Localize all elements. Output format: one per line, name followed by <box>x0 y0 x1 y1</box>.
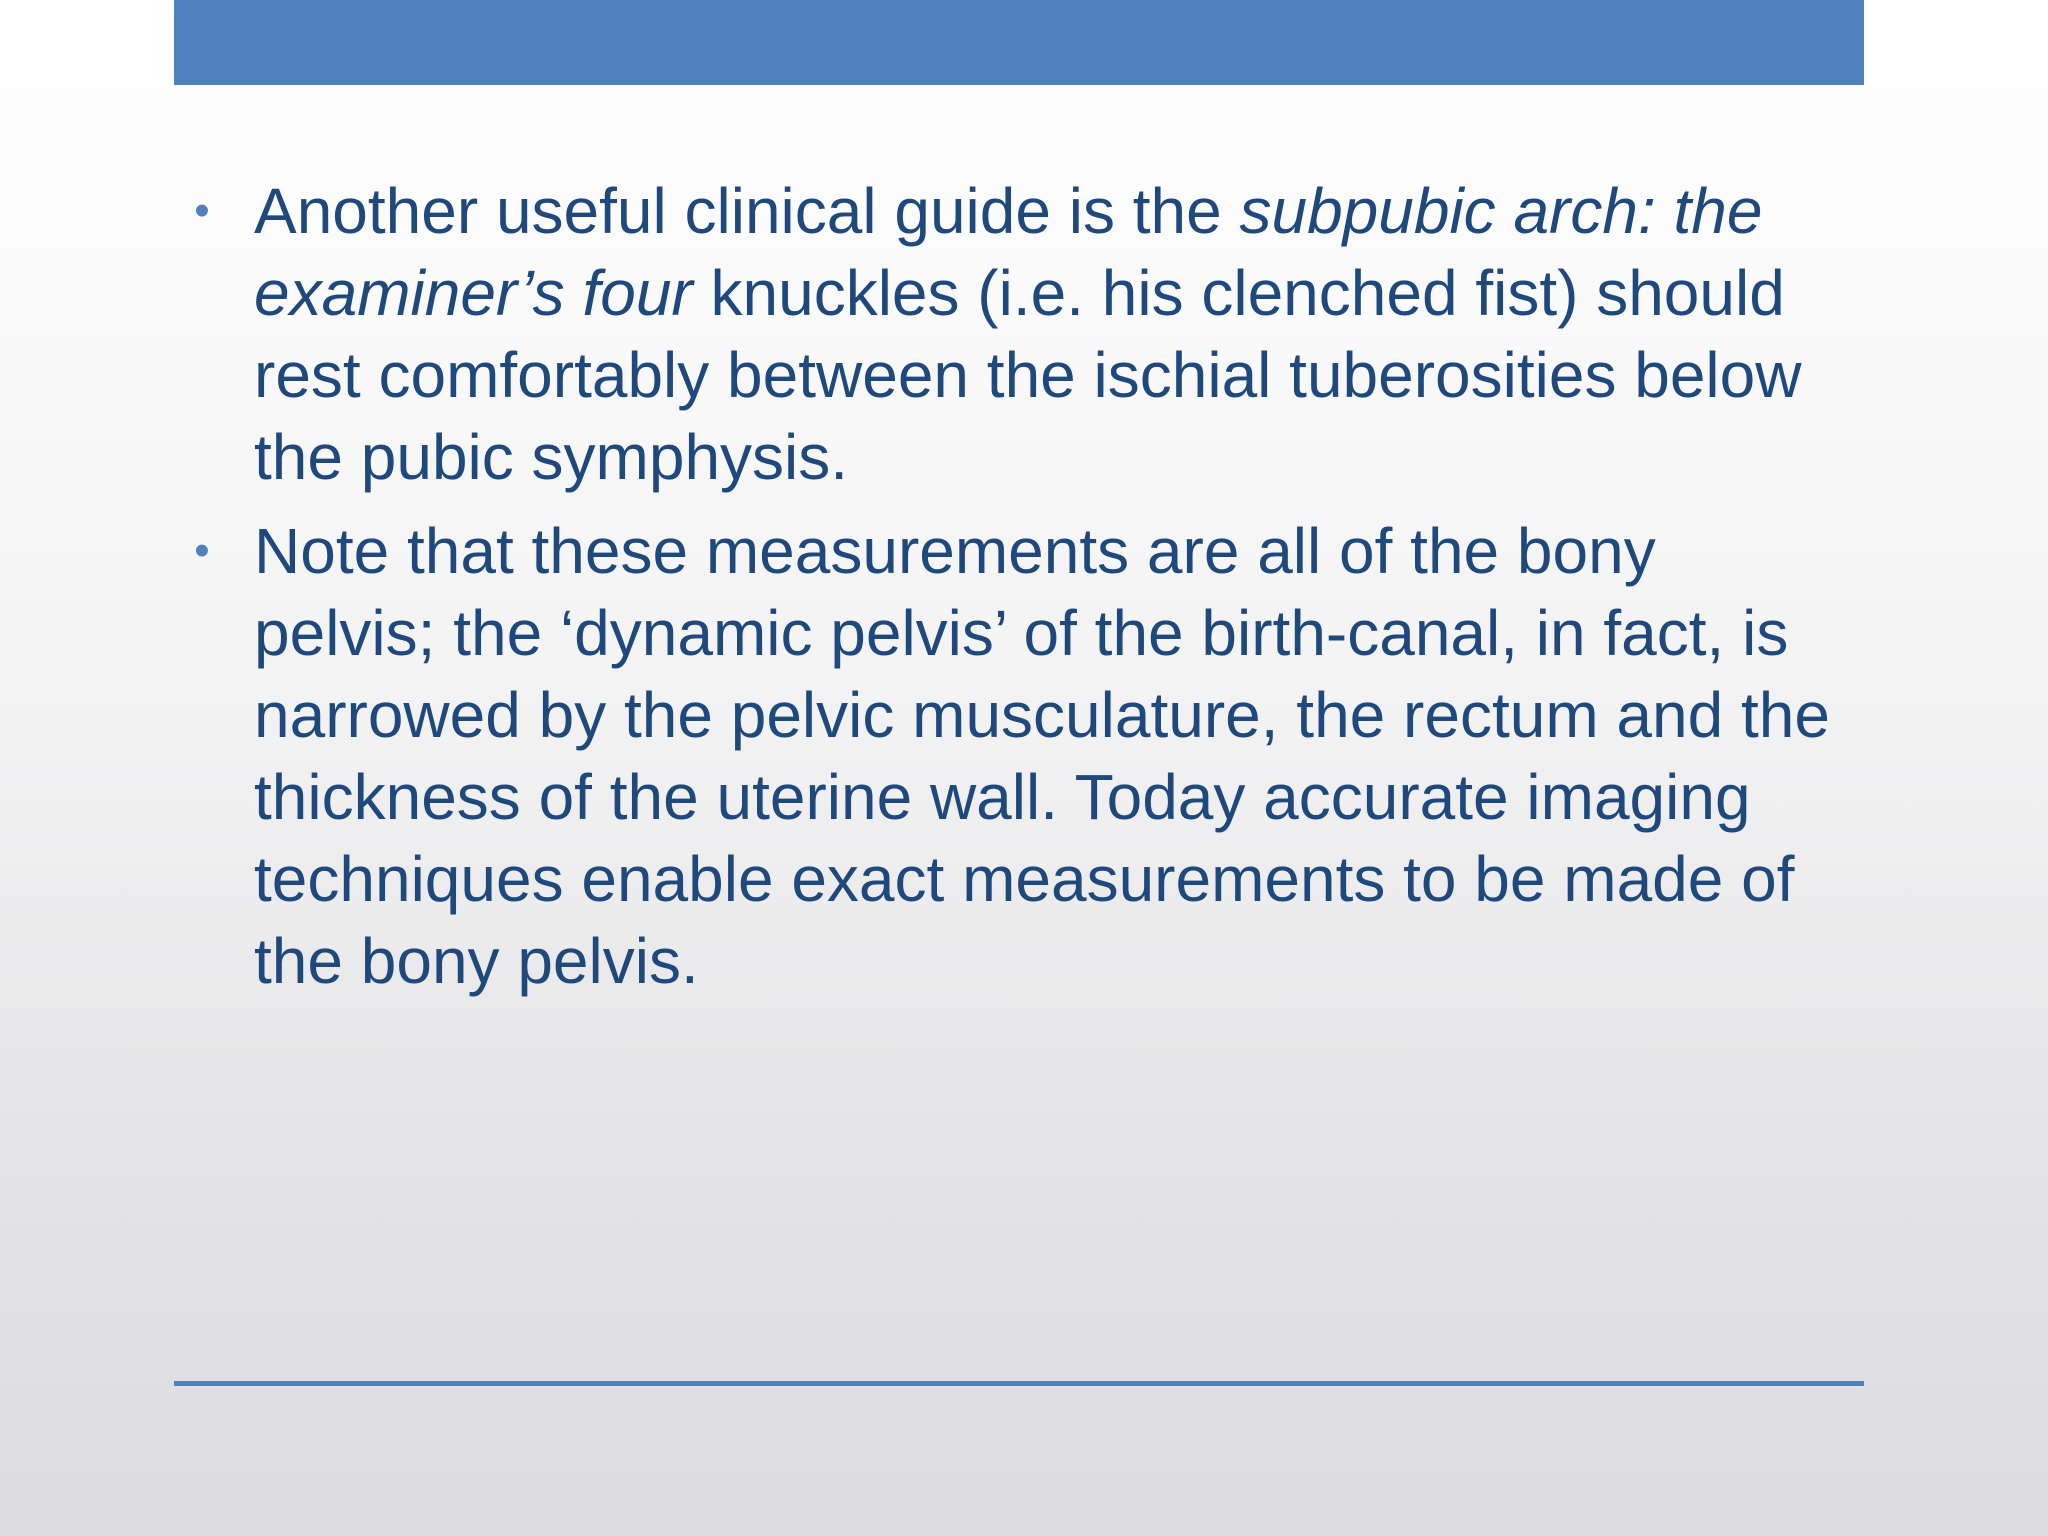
bullet-item <box>190 510 1850 1002</box>
bullet-text-tail: knuckles (i.e. his clenched fist) should rest comfortably between the ischial tuberosities below the pubic symphysis. <box>254 257 1802 493</box>
bullet-icon: • <box>194 526 210 575</box>
bullet-item <box>190 170 1850 498</box>
bullet-text-lead: Another useful clinical guide is the <box>254 175 1240 247</box>
slide-body <box>190 170 1850 1014</box>
title-bar <box>174 0 1864 85</box>
bullet-text: Note that these measurements are all of the bony pelvis; the ‘dynamic pelvis’ of the birth-canal, in fact, is narrowed by the pelvic musculature, the rectum and the thickness of the uterine wall. Today accurate imaging techniques enable exact measurements to be made of the bony pelvis. <box>254 515 1830 997</box>
bullet-text-italic: subpubic arch: the examiner’s four <box>254 175 1763 329</box>
footer-divider <box>174 1381 1864 1386</box>
bullet-icon: • <box>194 186 210 235</box>
bullet-list <box>190 170 1850 1002</box>
